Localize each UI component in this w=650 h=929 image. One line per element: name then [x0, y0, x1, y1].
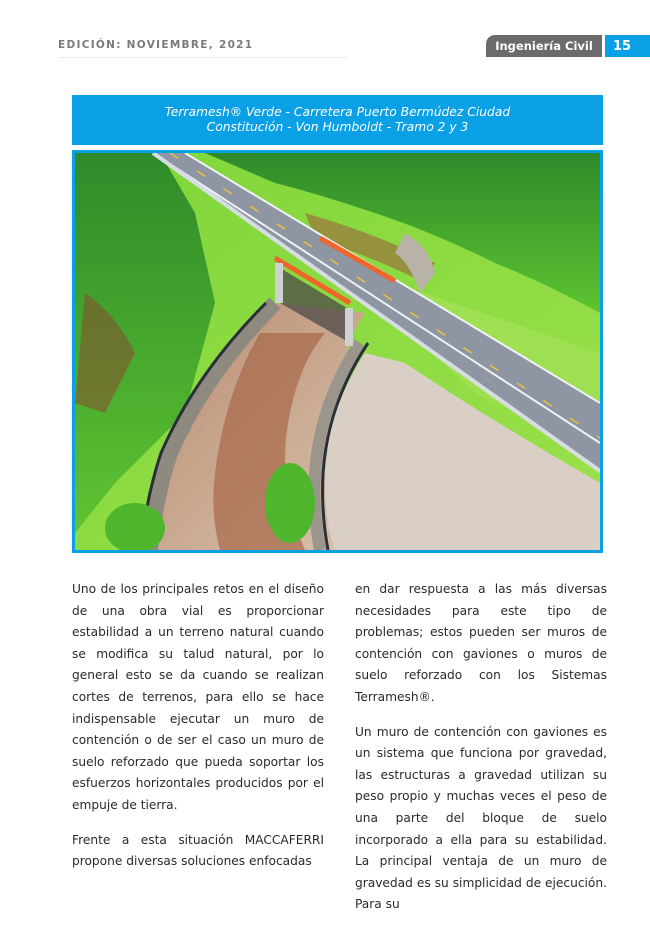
aerial-bridge-image [75, 153, 600, 550]
figure-caption [72, 95, 603, 145]
paragraph: Uno de los principales retos en el diseño de una obra vial es proporcionar estabilidad a un terreno natural cuando se modifica su talud natural, por lo general esto se da cuando se realizan cortes de terrenos, para ello se hace indispensable ejecutar un muro de contención o de ser el caso un muro de suelo reforzado que pueda soportar los esfuerzos horizontales producidos por el empuje de tierra. [72, 582, 324, 812]
section-tab [486, 35, 602, 57]
caption-line-1: Terramesh® Verde - Carretera Puerto Bermúdez Ciudad [164, 105, 511, 119]
bridge-photo [72, 150, 603, 553]
paragraph: en dar respuesta a las más diversas necesidades para este tipo de problemas; estos pueden ser muros de contención con gaviones o muros de suelo reforzado con los Sistemas Terramesh®. [355, 582, 607, 704]
section-label: Ingeniería Civil [495, 39, 593, 53]
edition-label: EDICIÓN: NOVIEMBRE, 2021 [58, 39, 254, 51]
article-column-left [72, 579, 324, 886]
article-column-right [355, 579, 607, 929]
paragraph: Un muro de contención con gaviones es un sistema que funciona por gravedad, las estructuras a gravedad utilizan su peso propio y muchas veces el peso de una parte del bloque de suelo incorporado a ella para su estabilidad. La principal ventaja de un muro de gravedad es su simplicidad de ejecución. Para su [355, 724, 607, 912]
paragraph: Frente a esta situación MACCAFERRI propone diversas soluciones enfocadas [72, 832, 324, 869]
header-divider [58, 57, 348, 58]
caption-line-2: Constitución - Von Humboldt - Tramo 2 y 3 [206, 120, 469, 134]
page-number: 15 [605, 35, 650, 57]
